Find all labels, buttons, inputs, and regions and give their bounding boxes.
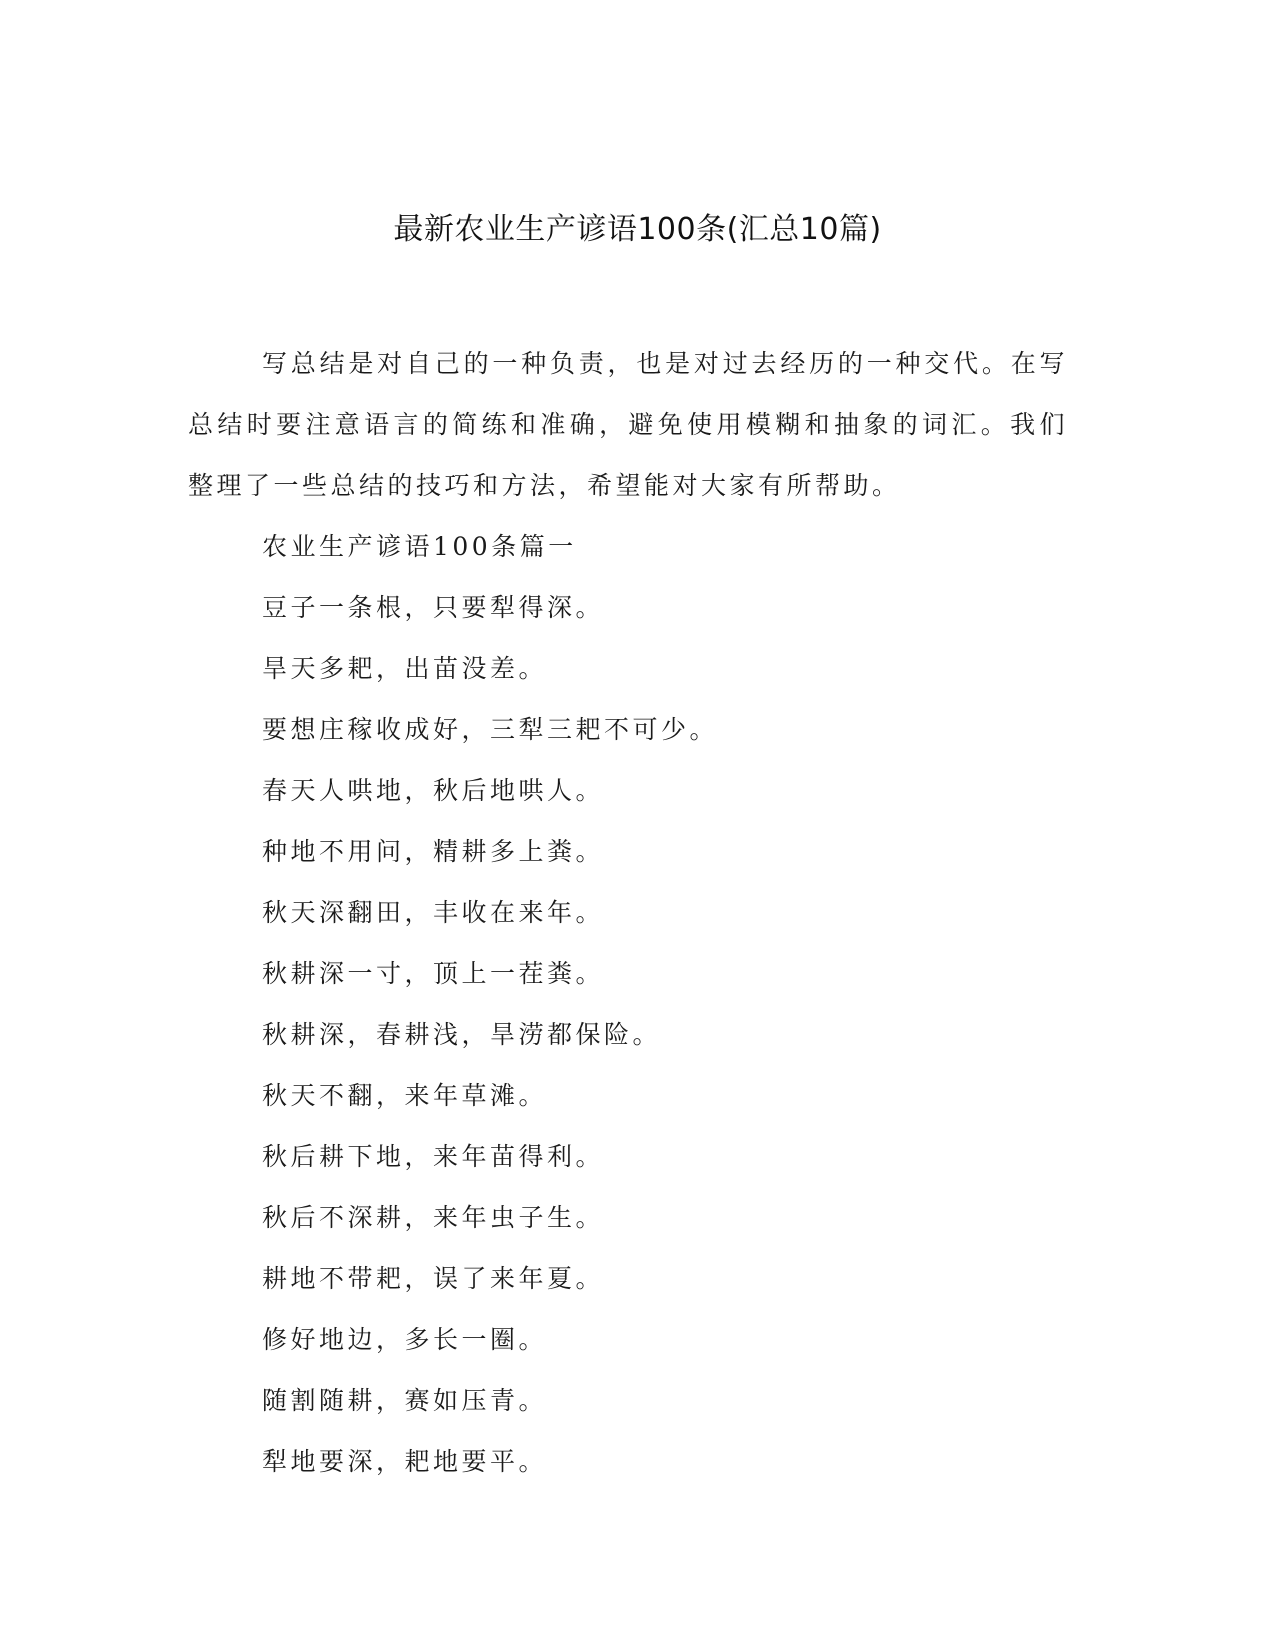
document-title: 最新农业生产谚语100条(汇总10篇) [393,212,882,247]
proverb-line: 修好地边，多长一圈。 [262,1325,548,1354]
proverb-line: 秋后耕下地，来年苗得利。 [262,1142,605,1171]
proverb-line: 随割随耕，赛如压青。 [262,1386,548,1415]
proverb-line: 耕地不带耙，误了来年夏。 [262,1264,605,1293]
proverb-line: 犁地要深，耙地要平。 [262,1447,548,1476]
intro-paragraph: 写总结是对自己的一种负责，也是对过去经历的一种交代。在写总结时要注意语言的简练和准确，避免使用模糊和抽象的词汇。我们整理了一些总结的技巧和方法，希望能对大家有所帮助。 [188,349,1068,500]
proverb-line: 春天人哄地，秋后地哄人。 [262,776,605,805]
proverb-line: 要想庄稼收成好，三犁三耙不可少。 [262,715,719,744]
proverb-line: 豆子一条根，只要犁得深。 [262,593,605,622]
proverb-line: 秋天深翻田，丰收在来年。 [262,898,605,927]
proverb-line: 种地不用问，精耕多上粪。 [262,837,605,866]
proverb-line: 秋后不深耕，来年虫子生。 [262,1203,605,1232]
proverb-line: 秋耕深一寸，顶上一茬粪。 [262,959,605,988]
proverb-line: 秋耕深，春耕浅，旱涝都保险。 [262,1020,662,1049]
section-heading: 农业生产谚语100条篇一 [262,532,577,561]
document-body [188,333,1068,1492]
proverb-line: 秋天不翻，来年草滩。 [262,1081,548,1110]
proverb-line: 旱天多耙，出苗没差。 [262,654,548,683]
